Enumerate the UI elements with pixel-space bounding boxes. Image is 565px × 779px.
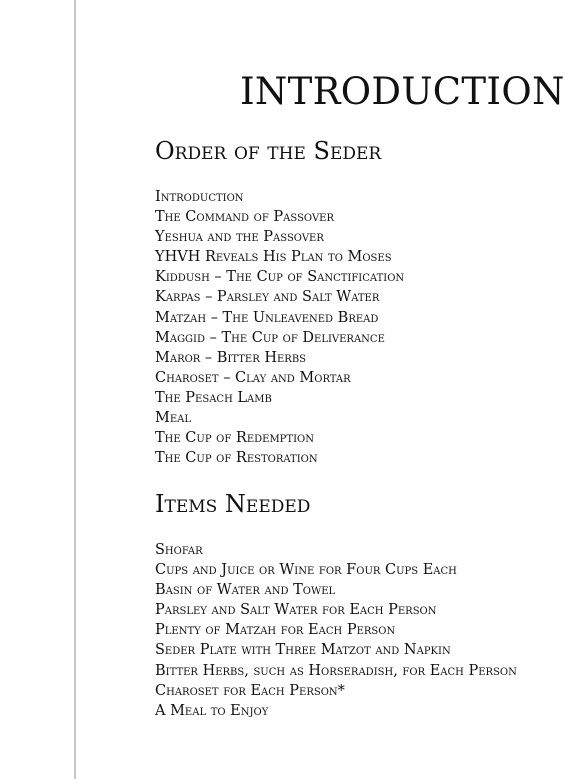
list-item: The Command of Passover [155,209,334,226]
list-item: Meal [155,410,192,427]
list-item: Plenty of Matzah for Each Person [155,622,396,639]
list-item: Cups and Juice or Wine for Four Cups Each [155,562,457,579]
list-item: The Cup of Redemption [155,430,314,447]
list-item: Charoset for Each Person* [155,682,345,699]
list-item: Basin of Water and Towel [155,582,336,599]
order-list [155,187,404,468]
list-item: Karpas – Parsley and Salt Water [155,289,380,306]
list-item: Maror – Bitter Herbs [155,349,307,366]
list-item: Maggid – The Cup of Deliverance [155,329,385,346]
list-item: Yeshua and the Passover [155,229,324,246]
list-item: Seder Plate with Three Matzot and Napkin [155,642,451,659]
section-heading-items: Items Needed [155,490,311,518]
list-item: A Meal to Enjoy [155,702,269,719]
list-item: Kiddush – The Cup of Sanctification [155,269,405,286]
list-item: YHVH Reveals His Plan to Moses [155,249,392,266]
section-heading-order: Order of the Seder [155,137,382,165]
page-gutter [0,0,75,779]
list-item: Introduction [155,189,244,205]
list-item: Shofar [155,542,203,558]
page-title: INTRODUCTION [240,70,565,113]
list-item: The Pesach Lamb [155,389,272,406]
list-item: Charoset – Clay and Mortar [155,369,351,386]
list-item: Bitter Herbs, such as Horseradish, for Each Person [155,662,517,679]
document-page [76,0,565,779]
list-item: The Cup of Restoration [155,450,318,467]
list-item: Parsley and Salt Water for Each Person [155,602,437,619]
items-list [155,540,517,721]
list-item: Matzah – The Unleavened Bread [155,309,379,326]
